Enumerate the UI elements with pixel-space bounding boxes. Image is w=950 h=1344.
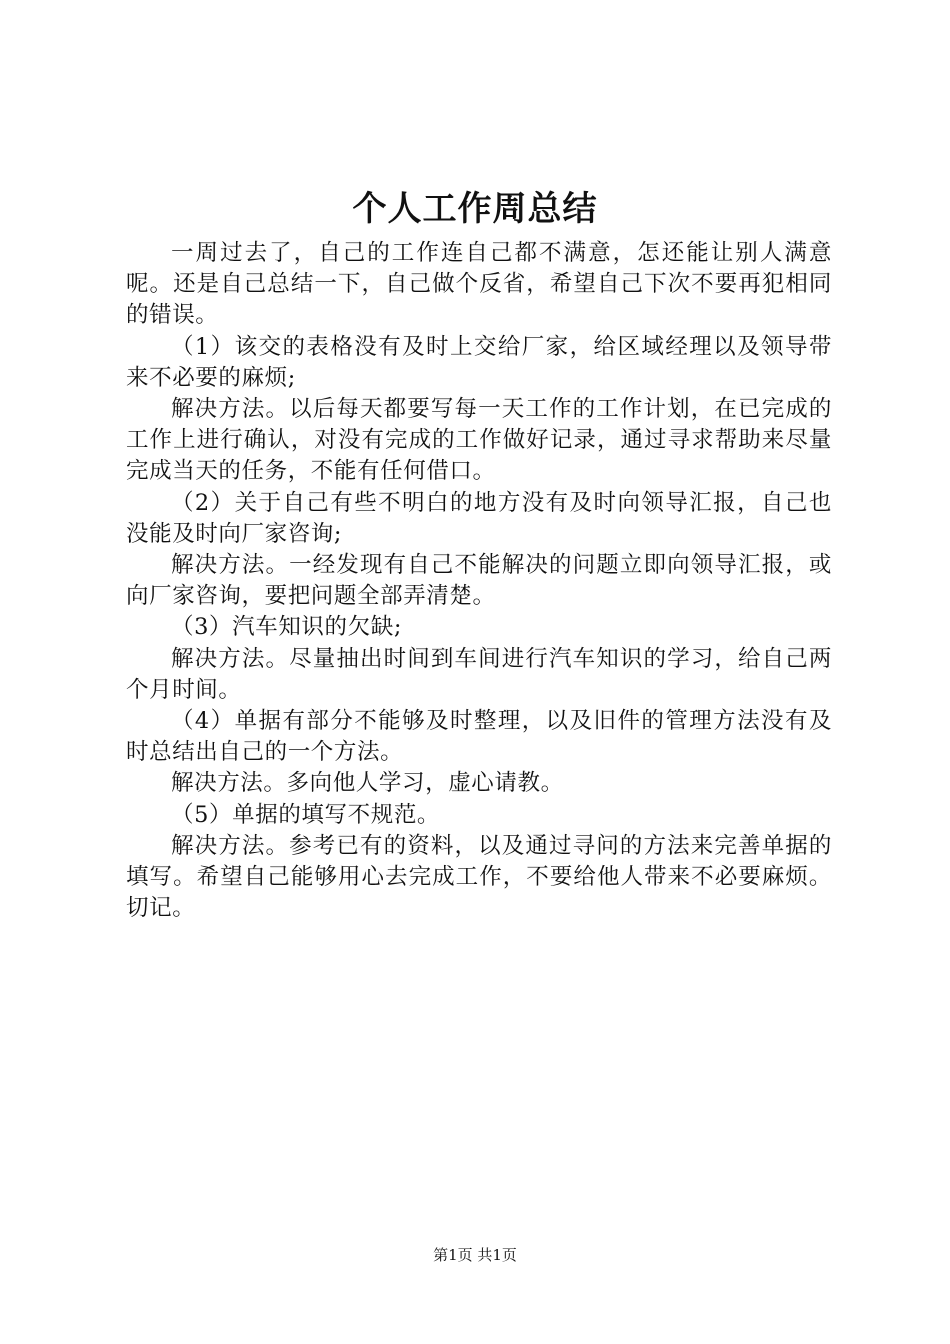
paragraph-issue-1: （1）该交的表格没有及时上交给厂家，给区域经理以及领导带来不必要的麻烦; [126,333,832,391]
paragraph-solution-3: 解决方法。尽量抽出时间到车间进行汽车知识的学习，给自己两个月时间。 [126,645,832,703]
paragraph-issue-2: （2）关于自己有些不明白的地方没有及时向领导汇报，自己也没能及时向厂家咨询; [126,489,832,547]
paragraph-intro: 一周过去了，自己的工作连自己都不满意，怎还能让别人满意呢。还是自己总结一下，自己做个反省，希望自己下次不要再犯相同的错误。 [126,240,832,329]
paragraph-issue-4: （4）单据有部分不能够及时整理，以及旧件的管理方法没有及时总结出自己的一个方法。 [126,708,832,766]
paragraph-issue-5: （5）单据的填写不规范。 [171,801,441,828]
paragraph-solution-4: 解决方法。多向他人学习，虚心请教。 [171,770,564,797]
paragraph-issue-3: （3）汽车知识的欠缺; [171,614,402,641]
paragraph-solution-2: 解决方法。一经发现有自己不能解决的问题立即向领导汇报，或向厂家咨询，要把问题全部弄清楚。 [126,552,832,610]
paragraph-solution-5: 解决方法。参考已有的资料，以及通过寻问的方法来完善单据的填写。希望自己能够用心去完成工作，不要给他人带来不必要麻烦。切记。 [126,832,832,922]
paragraph-solution-1: 解决方法。以后每天都要写每一天工作的工作计划，在已完成的工作上进行确认，对没有完成的工作做好记录，通过寻求帮助来尽量完成当天的任务，不能有任何借口。 [126,396,832,485]
page-number-footer: 第1页 共1页 [433,1246,517,1264]
document-body [126,238,832,924]
document-title: 个人工作周总结 [352,189,598,229]
